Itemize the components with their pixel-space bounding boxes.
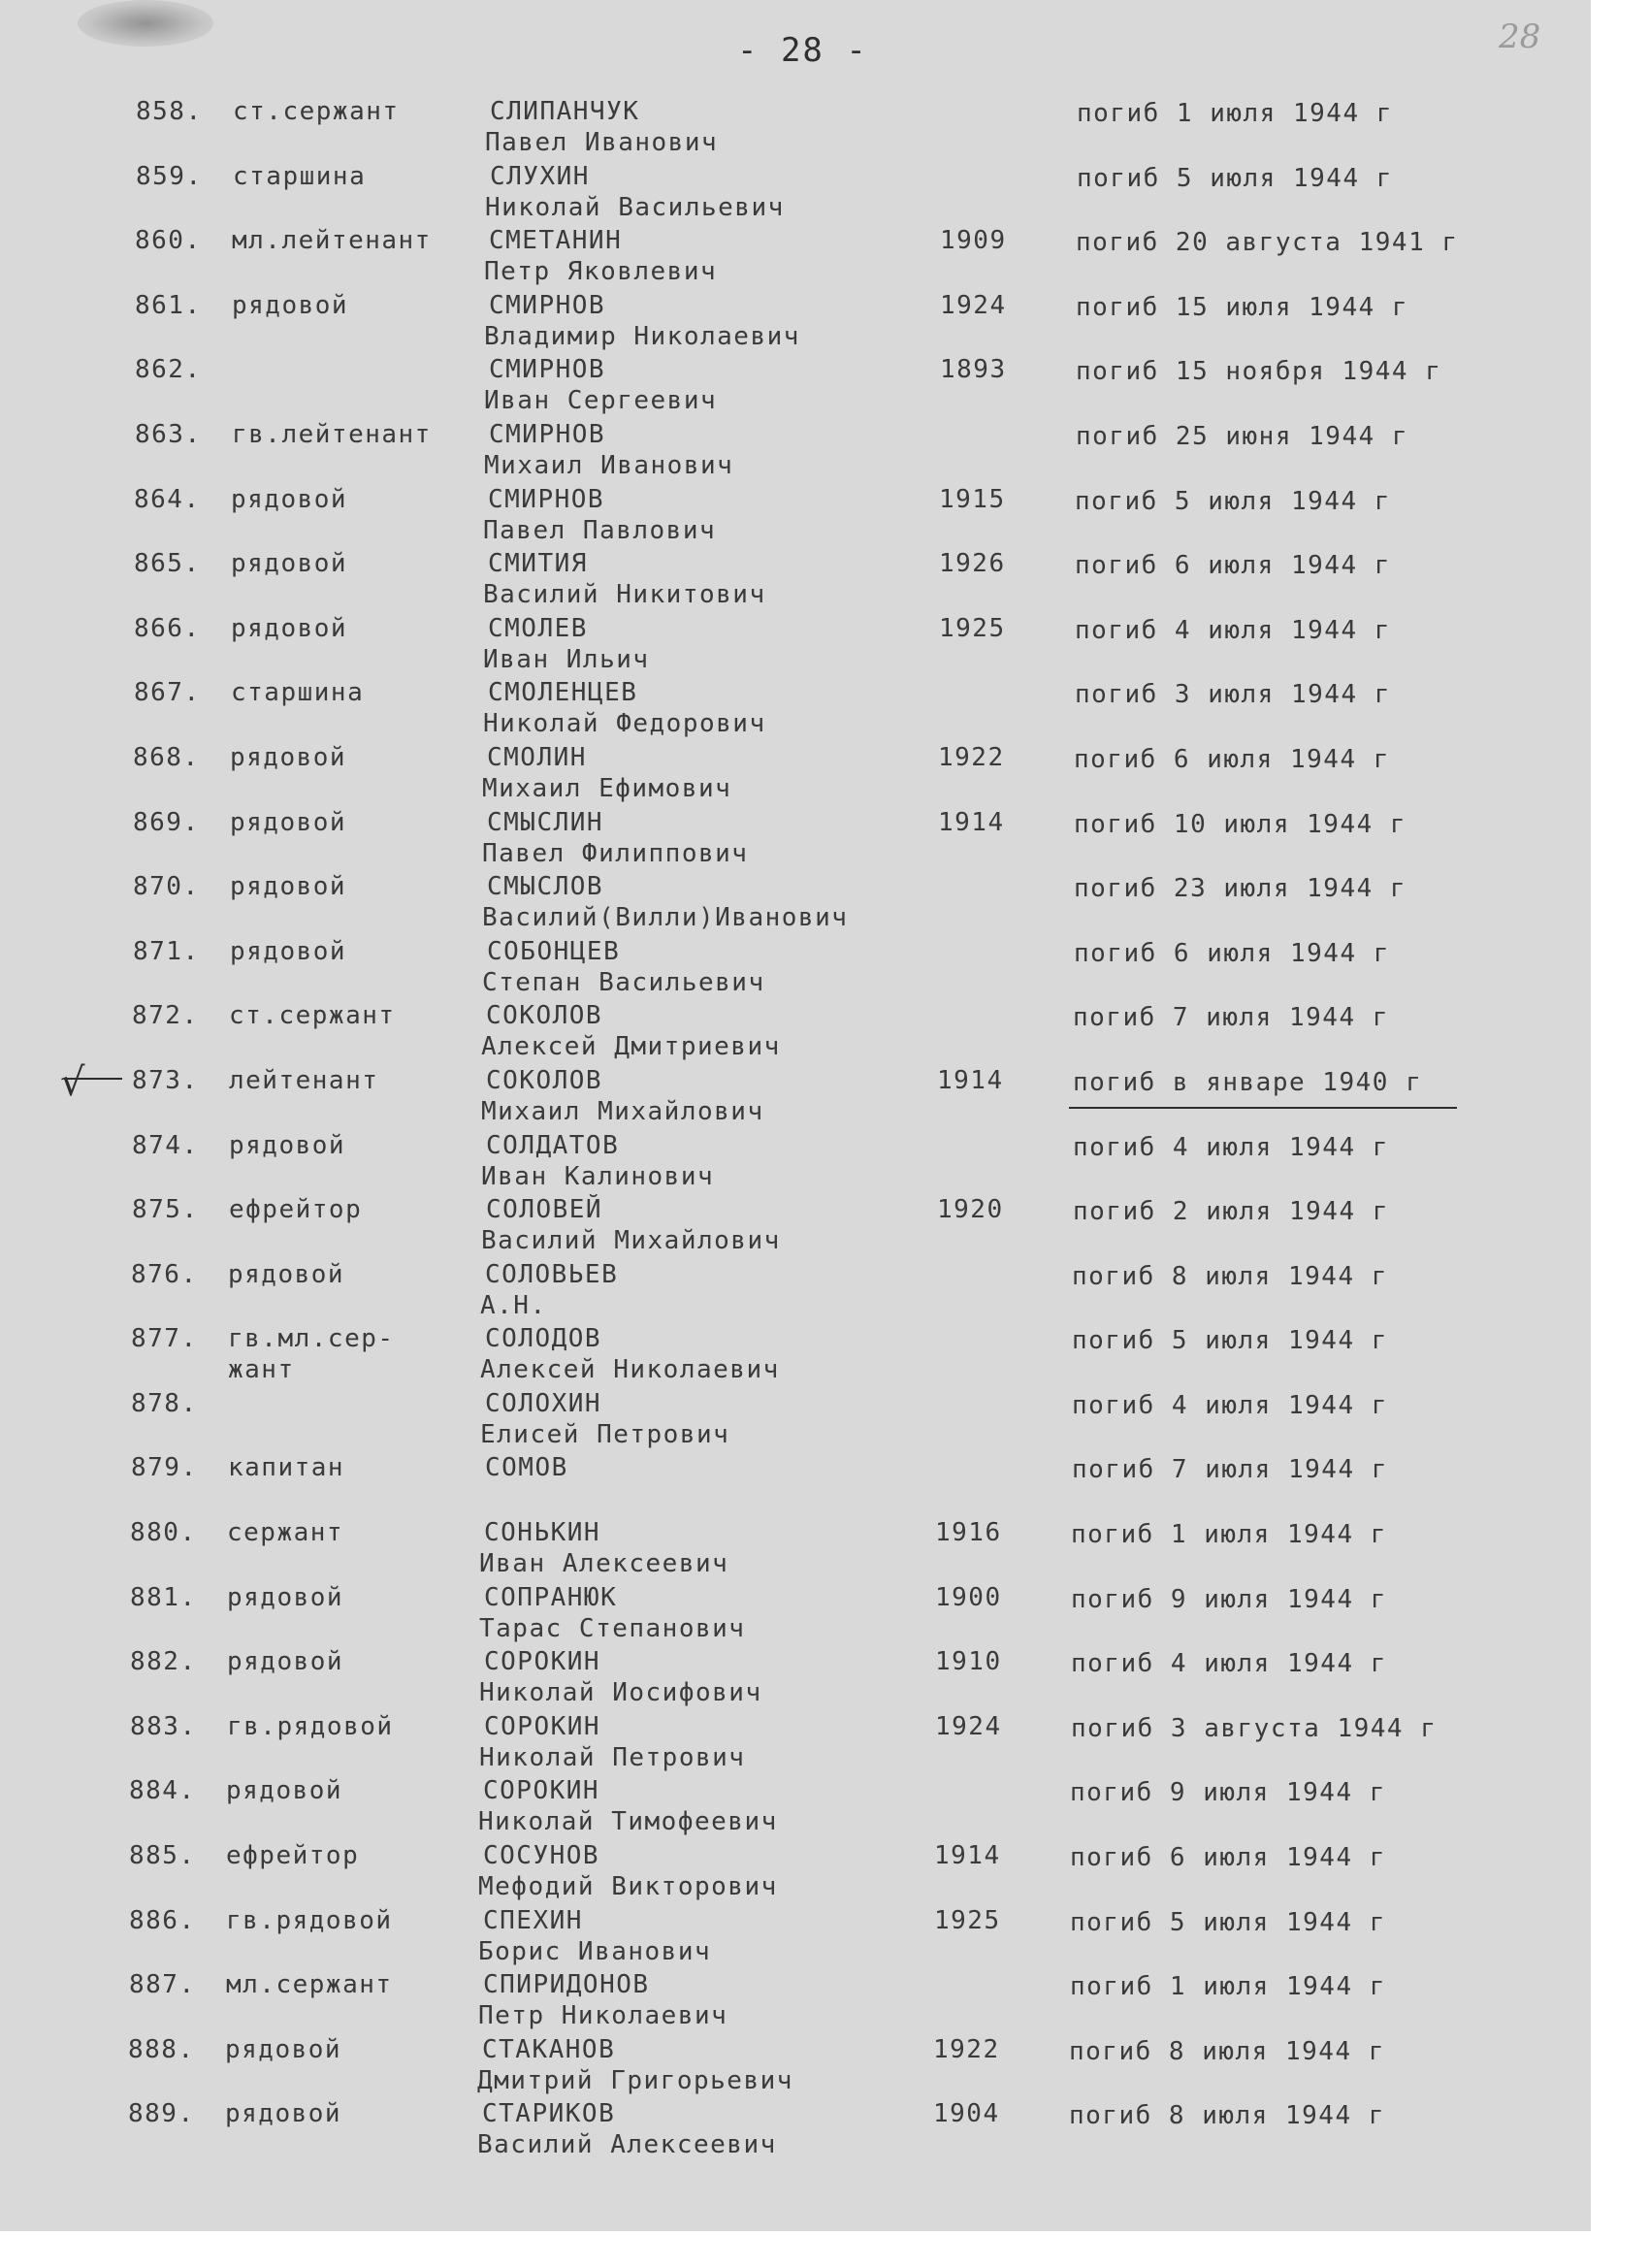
list-entry <box>0 872 1591 937</box>
entry-fate: погиб 6 июля 1944 г <box>1070 1843 1386 1873</box>
entry-number: 889. <box>128 2099 195 2129</box>
entry-given-names: Алексей Николаевич <box>480 1355 780 1385</box>
entry-surname: СМОЛЕНЦЕВ <box>488 678 638 708</box>
entry-fate: погиб 7 июля 1944 г <box>1072 1455 1388 1485</box>
ink-smudge <box>78 0 213 47</box>
entry-birth-year: 1904 <box>933 2099 1000 2129</box>
entry-number: 866. <box>134 613 201 643</box>
page-number: - 28 - <box>737 31 868 70</box>
entry-surname: СОЛОВЬЕВ <box>485 1259 619 1289</box>
list-entry <box>0 1001 1591 1066</box>
entry-surname: СОЛОВЕЙ <box>486 1195 603 1225</box>
entry-fate: погиб 10 июля 1944 г <box>1074 809 1407 839</box>
list-entry <box>0 355 1591 420</box>
entry-fate: погиб 6 июля 1944 г <box>1074 938 1390 968</box>
entry-fate: погиб 23 июля 1944 г <box>1074 874 1407 904</box>
entry-given-names: Николай Петрович <box>479 1742 746 1772</box>
entry-fate: погиб в январе 1940 г <box>1073 1067 1423 1097</box>
entry-birth-year: 1914 <box>938 807 1005 837</box>
entry-given-names: Василий Алексеевич <box>477 2130 777 2160</box>
entry-given-names: Павел Павлович <box>483 515 717 545</box>
entry-fate: погиб 3 августа 1944 г <box>1071 1713 1438 1743</box>
entry-fate: погиб 15 июля 1944 г <box>1076 292 1409 322</box>
entry-fate: погиб 1 июля 1944 г <box>1071 1520 1387 1550</box>
entry-birth-year: 1925 <box>934 1905 1001 1935</box>
entry-number: 862. <box>135 355 202 385</box>
entry-fate: погиб 25 июня 1944 г <box>1076 421 1409 451</box>
entry-surname: СМИРНОВ <box>489 290 606 320</box>
entry-given-names: Мефодий Викторович <box>478 1872 778 1902</box>
entry-number: 859. <box>136 161 203 191</box>
list-entry <box>0 2099 1591 2164</box>
entry-rank: гв.мл.сер- <box>228 1324 395 1354</box>
entry-rank: рядовой <box>225 2034 342 2064</box>
entry-number: 877. <box>131 1324 198 1354</box>
entry-number: 867. <box>134 678 201 708</box>
list-entry <box>0 1453 1591 1518</box>
list-entry <box>0 1647 1591 1712</box>
entry-fate: погиб 3 июля 1944 г <box>1075 680 1391 710</box>
entry-fate: погиб 8 июля 1944 г <box>1069 2101 1385 2131</box>
entry-birth-year: 1925 <box>939 613 1006 643</box>
entry-number: 885. <box>129 1841 196 1871</box>
entry-given-names: Иван Алексеевич <box>479 1549 729 1579</box>
entry-number: 887. <box>129 1970 196 2000</box>
entry-given-names: Василий Никитович <box>483 580 766 610</box>
entry-rank: ефрейтор <box>229 1195 363 1225</box>
entry-number: 882. <box>130 1647 197 1677</box>
entry-surname: СМОЛИН <box>487 742 587 772</box>
entry-given-names: Борис Иванович <box>478 1936 712 1966</box>
entry-fate: погиб 7 июля 1944 г <box>1073 1003 1389 1033</box>
list-entry <box>0 1389 1591 1454</box>
list-entry <box>0 226 1591 291</box>
entry-rank: рядовой <box>230 742 347 772</box>
list-entry <box>0 1841 1591 1906</box>
entry-surname: СМИРНОВ <box>488 484 605 514</box>
entry-fate: погиб 2 июля 1944 г <box>1073 1197 1389 1227</box>
entry-birth-year: 1924 <box>935 1711 1002 1741</box>
list-entry <box>0 1518 1591 1583</box>
entry-rank: ст.сержант <box>229 1001 396 1031</box>
entry-number: 872. <box>132 1001 199 1031</box>
entry-surname: СЛУХИН <box>490 161 590 191</box>
entry-number: 861. <box>135 290 202 320</box>
entry-rank-continued: жант <box>228 1355 295 1385</box>
list-entry <box>0 162 1591 227</box>
entry-fate: погиб 5 июля 1944 г <box>1077 163 1393 193</box>
entry-given-names: Николай Тимофеевич <box>478 1807 778 1837</box>
entry-rank: лейтенант <box>229 1065 379 1095</box>
entry-given-names: Алексей Дмитриевич <box>481 1032 781 1062</box>
list-entry <box>0 1712 1591 1777</box>
entry-fate: погиб 5 июля 1944 г <box>1070 1907 1386 1937</box>
entry-given-names: Петр Яковлевич <box>484 257 718 287</box>
entry-surname: СПЕХИН <box>483 1905 583 1935</box>
entry-rank: мл.сержант <box>226 1970 393 2000</box>
entry-surname: СОСУНОВ <box>483 1841 600 1871</box>
entry-surname: СТАРИКОВ <box>482 2099 616 2129</box>
entry-number: 876. <box>131 1259 198 1289</box>
list-entry <box>0 549 1591 614</box>
entry-given-names: Елисей Петрович <box>480 1419 730 1449</box>
list-entry <box>0 614 1591 679</box>
entry-fate: погиб 4 июля 1944 г <box>1072 1390 1388 1420</box>
list-entry <box>0 937 1591 1002</box>
entry-rank: рядовой <box>228 1259 345 1289</box>
entry-number: 875. <box>132 1195 199 1225</box>
entry-rank: сержант <box>227 1518 344 1548</box>
entry-surname: СОБОНЦЕВ <box>487 936 621 966</box>
entry-number: 880. <box>130 1518 197 1548</box>
entry-rank: капитан <box>228 1453 345 1483</box>
entry-birth-year: 1916 <box>935 1518 1002 1548</box>
entry-fate: погиб 4 июля 1944 г <box>1071 1649 1387 1679</box>
entry-rank: рядовой <box>231 484 348 514</box>
entry-given-names: Дмитрий Григорьевич <box>477 2065 793 2095</box>
entry-fate: погиб 8 июля 1944 г <box>1069 2036 1385 2066</box>
entry-given-names: Михаил Михайлович <box>481 1096 764 1126</box>
list-entry <box>0 97 1591 162</box>
entry-rank: рядовой <box>231 613 348 643</box>
entry-birth-year: 1900 <box>935 1582 1002 1612</box>
list-entry <box>0 1131 1591 1196</box>
entry-rank: гв.лейтенант <box>232 419 432 449</box>
casualty-list <box>0 97 1591 2164</box>
entry-surname: СМЫСЛОВ <box>487 872 604 902</box>
list-entry <box>0 420 1591 485</box>
entry-birth-year: 1922 <box>938 742 1005 772</box>
entry-surname: СОЛДАТОВ <box>486 1130 620 1160</box>
entry-given-names: Иван Ильич <box>483 644 650 674</box>
entry-rank: рядовой <box>225 2099 342 2129</box>
entry-surname: СТАКАНОВ <box>482 2034 616 2064</box>
entry-rank: рядовой <box>229 1130 346 1160</box>
list-entry <box>0 1260 1591 1325</box>
entry-surname: СЛИПАНЧУК <box>490 97 640 126</box>
entry-given-names: Михаил Иванович <box>484 450 734 480</box>
entry-birth-year: 1924 <box>940 290 1007 320</box>
entry-rank: рядовой <box>227 1582 344 1612</box>
entry-rank: старшина <box>231 678 365 708</box>
entry-fate: погиб 5 июля 1944 г <box>1075 486 1391 516</box>
list-entry <box>0 678 1591 743</box>
entry-number: 888. <box>128 2034 195 2064</box>
list-entry <box>0 743 1591 808</box>
entry-number: 878. <box>131 1388 198 1418</box>
entry-given-names: Павел Филиппович <box>482 838 749 868</box>
list-entry <box>0 1970 1591 2035</box>
entry-birth-year: 1920 <box>937 1195 1004 1225</box>
entry-number: 871. <box>133 936 200 966</box>
entry-rank: рядовой <box>230 807 347 837</box>
entry-number: 883. <box>130 1711 197 1741</box>
entry-surname: СОРОКИН <box>484 1647 601 1677</box>
entry-birth-year: 1914 <box>934 1841 1001 1871</box>
entry-surname: СМИРНОВ <box>489 419 606 449</box>
entry-given-names: Николай Васильевич <box>485 192 785 222</box>
entry-given-names: Николай Иосифович <box>479 1678 762 1708</box>
entry-birth-year: 1910 <box>935 1647 1002 1677</box>
handwritten-page-number: 28 <box>1499 17 1541 56</box>
entry-rank: гв.рядовой <box>227 1711 394 1741</box>
entry-given-names: Павел Иванович <box>485 128 719 157</box>
entry-given-names: Иван Сергеевич <box>484 386 718 416</box>
entry-fate: погиб 1 июля 1944 г <box>1077 99 1393 128</box>
entry-fate: погиб 1 июля 1944 г <box>1070 1972 1386 2002</box>
list-entry <box>0 1583 1591 1648</box>
list-entry <box>0 808 1591 873</box>
entry-given-names: Степан Васильевич <box>482 967 765 997</box>
entry-number: 873. <box>132 1065 199 1095</box>
entry-number: 881. <box>130 1582 197 1612</box>
entry-given-names: Владимир Николаевич <box>484 321 800 351</box>
entry-surname: СОНЬКИН <box>484 1518 601 1548</box>
list-entry <box>0 1059 1591 1131</box>
entry-birth-year: 1914 <box>937 1065 1004 1095</box>
entry-surname: СОЛОХИН <box>485 1388 602 1418</box>
entry-fate: погиб 4 июля 1944 г <box>1073 1132 1389 1162</box>
entry-surname: СОКОЛОВ <box>486 1001 603 1031</box>
entry-fate: погиб 15 ноября 1944 г <box>1076 357 1442 387</box>
entry-number: 868. <box>133 742 200 772</box>
entry-number: 863. <box>135 419 202 449</box>
entry-given-names: Петр Николаевич <box>478 2001 728 2031</box>
entry-number: 864. <box>134 484 201 514</box>
entry-number: 874. <box>132 1130 199 1160</box>
entry-rank: рядовой <box>226 1776 343 1806</box>
entry-surname: СОПРАНЮК <box>484 1582 618 1612</box>
list-entry <box>0 1776 1591 1841</box>
entry-rank: рядовой <box>230 872 347 902</box>
entry-rank: старшина <box>233 161 367 191</box>
entry-number: 860. <box>135 226 202 256</box>
entry-rank: рядовой <box>227 1647 344 1677</box>
handwritten-check-icon: √ <box>60 1059 85 1105</box>
entry-given-names: Иван Калинович <box>481 1161 715 1191</box>
entry-fate: погиб 20 августа 1941 г <box>1076 228 1459 258</box>
entry-rank: ефрейтор <box>226 1841 360 1871</box>
entry-fate: погиб 6 июля 1944 г <box>1075 551 1391 581</box>
entry-surname: СМИТИЯ <box>488 549 588 579</box>
entry-number: 858. <box>136 97 203 126</box>
entry-surname: СОМОВ <box>485 1453 568 1483</box>
entry-number: 879. <box>131 1453 198 1483</box>
entry-fate: погиб 9 июля 1944 г <box>1071 1584 1387 1614</box>
entry-birth-year: 1909 <box>940 226 1007 256</box>
entry-birth-year: 1893 <box>940 355 1007 385</box>
entry-given-names: Василий(Вилли)Иванович <box>482 903 849 933</box>
list-entry <box>0 2035 1591 2100</box>
entry-surname: СМЫСЛИН <box>487 807 604 837</box>
entry-fate: погиб 8 июля 1944 г <box>1072 1261 1388 1291</box>
entry-given-names: Николай Федорович <box>483 709 766 739</box>
entry-surname: СОРОКИН <box>483 1776 600 1806</box>
entry-given-names: Михаил Ефимович <box>482 773 732 803</box>
entry-birth-year: 1922 <box>933 2034 1000 2064</box>
entry-fate: погиб 6 июля 1944 г <box>1074 744 1390 774</box>
entry-rank: рядовой <box>230 936 347 966</box>
list-entry <box>0 1906 1591 1971</box>
entry-birth-year: 1926 <box>939 549 1006 579</box>
entry-given-names: Тарас Степанович <box>479 1613 746 1643</box>
entry-surname: СМОЛЕВ <box>488 613 588 643</box>
entry-rank: гв.рядовой <box>226 1905 393 1935</box>
entry-number: 886. <box>129 1905 196 1935</box>
entry-rank: ст.сержант <box>233 97 400 126</box>
entry-fate: погиб 9 июля 1944 г <box>1070 1778 1386 1808</box>
entry-given-names: Василий Михайлович <box>481 1226 781 1256</box>
entry-rank: рядовой <box>231 549 348 579</box>
list-entry <box>0 1195 1591 1260</box>
list-entry <box>0 1324 1591 1389</box>
entry-surname: СОКОЛОВ <box>486 1065 603 1095</box>
entry-fate: погиб 4 июля 1944 г <box>1075 615 1391 645</box>
entry-rank: мл.лейтенант <box>232 226 432 256</box>
entry-surname: СПИРИДОНОВ <box>483 1970 650 2000</box>
list-entry <box>0 485 1591 550</box>
entry-rank: рядовой <box>232 290 349 320</box>
entry-number: 870. <box>133 872 200 902</box>
entry-number: 884. <box>129 1776 196 1806</box>
entry-fate: погиб 5 июля 1944 г <box>1072 1326 1388 1356</box>
entry-number: 865. <box>134 549 201 579</box>
entry-surname: СМИРНОВ <box>489 355 606 385</box>
entry-surname: СОЛОДОВ <box>485 1324 602 1354</box>
list-entry <box>0 291 1591 356</box>
entry-surname: СМЕТАНИН <box>489 226 623 256</box>
entry-number: 869. <box>133 807 200 837</box>
entry-surname: СОРОКИН <box>484 1711 601 1741</box>
entry-given-names: А.Н. <box>480 1290 547 1320</box>
entry-birth-year: 1915 <box>939 484 1006 514</box>
